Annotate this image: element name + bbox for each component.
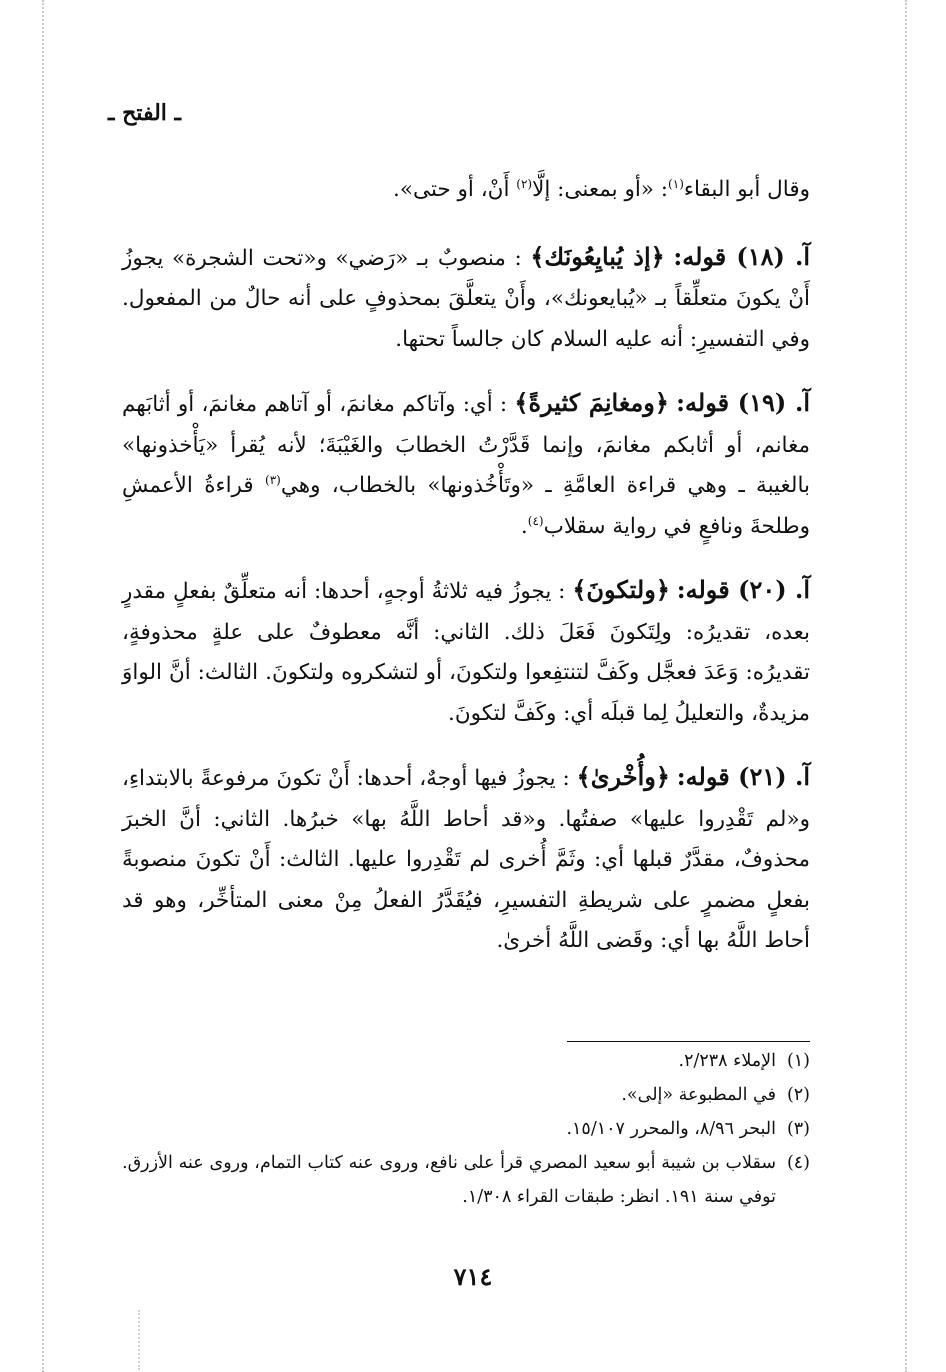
intro-paragraph — [122, 170, 810, 211]
verse-paragraph-19 — [122, 383, 810, 547]
footnote-ref-4[interactable]: (٤) — [527, 513, 544, 528]
footnote-1 — [122, 1044, 810, 1078]
footnote-number: (١) — [786, 1051, 810, 1071]
footnote-ref-3[interactable]: (٣) — [265, 472, 281, 487]
running-head: ـ الفتح ـ — [108, 100, 181, 126]
footnote-ref-2[interactable]: (٢) — [516, 176, 533, 191]
verse-label: آ. (١٩) قوله: — [676, 388, 811, 417]
footnotes — [122, 1044, 810, 1214]
footnote-number: (٤) — [786, 1153, 810, 1173]
footnote-number: (٣) — [786, 1119, 810, 1139]
intro-text-2: : «أو بمعنى: إلَّا — [532, 177, 669, 202]
quran-quote: ﴿إذ يُبايِعُونَك﴾ — [530, 241, 665, 271]
footnote-divider — [567, 1041, 810, 1042]
verse-paragraph-21 — [122, 757, 810, 962]
paragraph-text: : أي: وآتاكم مغانمَ، أو آتاهم مغانمَ، أو أثابَهم مغانم، أو أثابكم مغانمَ، وإنما قَدَّرْتُ الخطابَ والغَيْبَةَ؛ لأنه يُقرأ «يَأْخذونها» بالغيبة ـ وهي قراءة العامَّةِ ـ «وتَأْخُذونها» بالخطاب، وهي — [122, 392, 811, 498]
footnote-number: (٢) — [786, 1085, 810, 1105]
page-number: ٧١٤ — [453, 1262, 493, 1291]
quran-quote: ﴿ومغانِمَ كثيرةً﴾ — [514, 388, 669, 417]
verse-label: آ. (٢٠) قوله: — [676, 575, 811, 604]
scan-edge-bottom — [138, 1310, 140, 1370]
footnote-text: الإملاء ٢/٢٣٨. — [678, 1051, 776, 1071]
paragraph-text: : منصوبٌ بـ «رَضي» و«تحت الشجرة» يجوزُ أَنْ يكونَ متعلِّقاً بـ «يُبايعونك»، وأَنْ يتعلَّقَ بمحذوفٍ على أنه حالٌ من المفعول. وفي التفسيرِ: أنه عليه السلام كان جالساً تحتها. — [122, 245, 810, 352]
quran-quote: ﴿وأُخْرىٰ﴾ — [576, 762, 670, 791]
paragraph-text: : يجوزُ فيها أوجهٌ، أحدها: أَنْ تكونَ مرفوعةً بالابتداءِ، و«لم تَقْدِروا عليها» صفتُها. و«قد أحاط اللَّهُ بها» خبرُها. الثاني: أنَّ الخبرَ محذوفٌ، مقدَّرٌ قبلها أي: وثَمَّ أُخرى لم تَقْدِروا عليها. الثالث: أَنْ تكونَ منصوبةً بفعلٍ مضمرٍ على شريطةِ التفسيرِ، فيُقَدَّرُ الفعلُ مِنْ معنى المتأخِّر، وهو قد أحاط اللَّهُ بها أي: وقَضى اللَّهُ أخرىٰ. — [122, 766, 810, 953]
footnote-4 — [122, 1146, 810, 1214]
verse-label: آ. (٢١) قوله: — [676, 762, 810, 791]
verse-paragraph-20 — [122, 570, 810, 734]
verse-paragraph-18 — [122, 237, 810, 361]
footnote-text: سقلاب بن شيبة أبو سعيد المصري قرأ على نافع، وروى عنه كتاب التمام، وروى عنه الأزرق. توفي سنة ١٩١. انظر: طبقات القراء ١/٣٠٨. — [122, 1153, 776, 1207]
paragraph-text: . — [520, 513, 528, 539]
footnote-ref-1[interactable]: (١) — [668, 176, 684, 191]
footnote-3 — [122, 1112, 810, 1146]
paragraph-text: قراءةُ الأعمشِ وطلحةَ ونافعٍ في رواية سقلاب — [122, 473, 810, 539]
paragraph-text: : يجوزُ فيه ثلاثةُ أوجهٍ، أحدها: أنه متعلِّقٌ بفعلٍ مقدرٍ بعده، تقديرُه: ولِتَكونَ فَعَلَ ذلك. الثاني: أنَّه معطوفٌ على علةٍ محذوفةٍ، تقديرُه: وَعَدَ فعجَّل وكَفَّ لتنتفِعوا ولتكونَ، أو لتشكروه ولتكونَ. الثالث: أنَّ الواوَ مزيدةٌ، والتعليلُ لِما قبلَه أي: وكَفَّ لتكونَ. — [122, 579, 810, 726]
footnote-2 — [122, 1078, 810, 1112]
verse-label: آ. (١٨) قوله: — [673, 241, 811, 271]
intro-text-3: أَنْ، أو حتى». — [393, 177, 517, 202]
footnote-text: في المطبوعة «إلى». — [621, 1085, 776, 1105]
footnote-text: البحر ٨/٩٦، والمحرر ١٥/١٠٧. — [566, 1119, 776, 1139]
intro-text-1: وقال أبو البقاء — [683, 177, 810, 202]
scan-edge-left — [42, 0, 44, 1372]
main-text — [122, 170, 810, 985]
scan-edge-right — [905, 0, 907, 1372]
quran-quote: ﴿ولتكونَ﴾ — [572, 575, 670, 604]
